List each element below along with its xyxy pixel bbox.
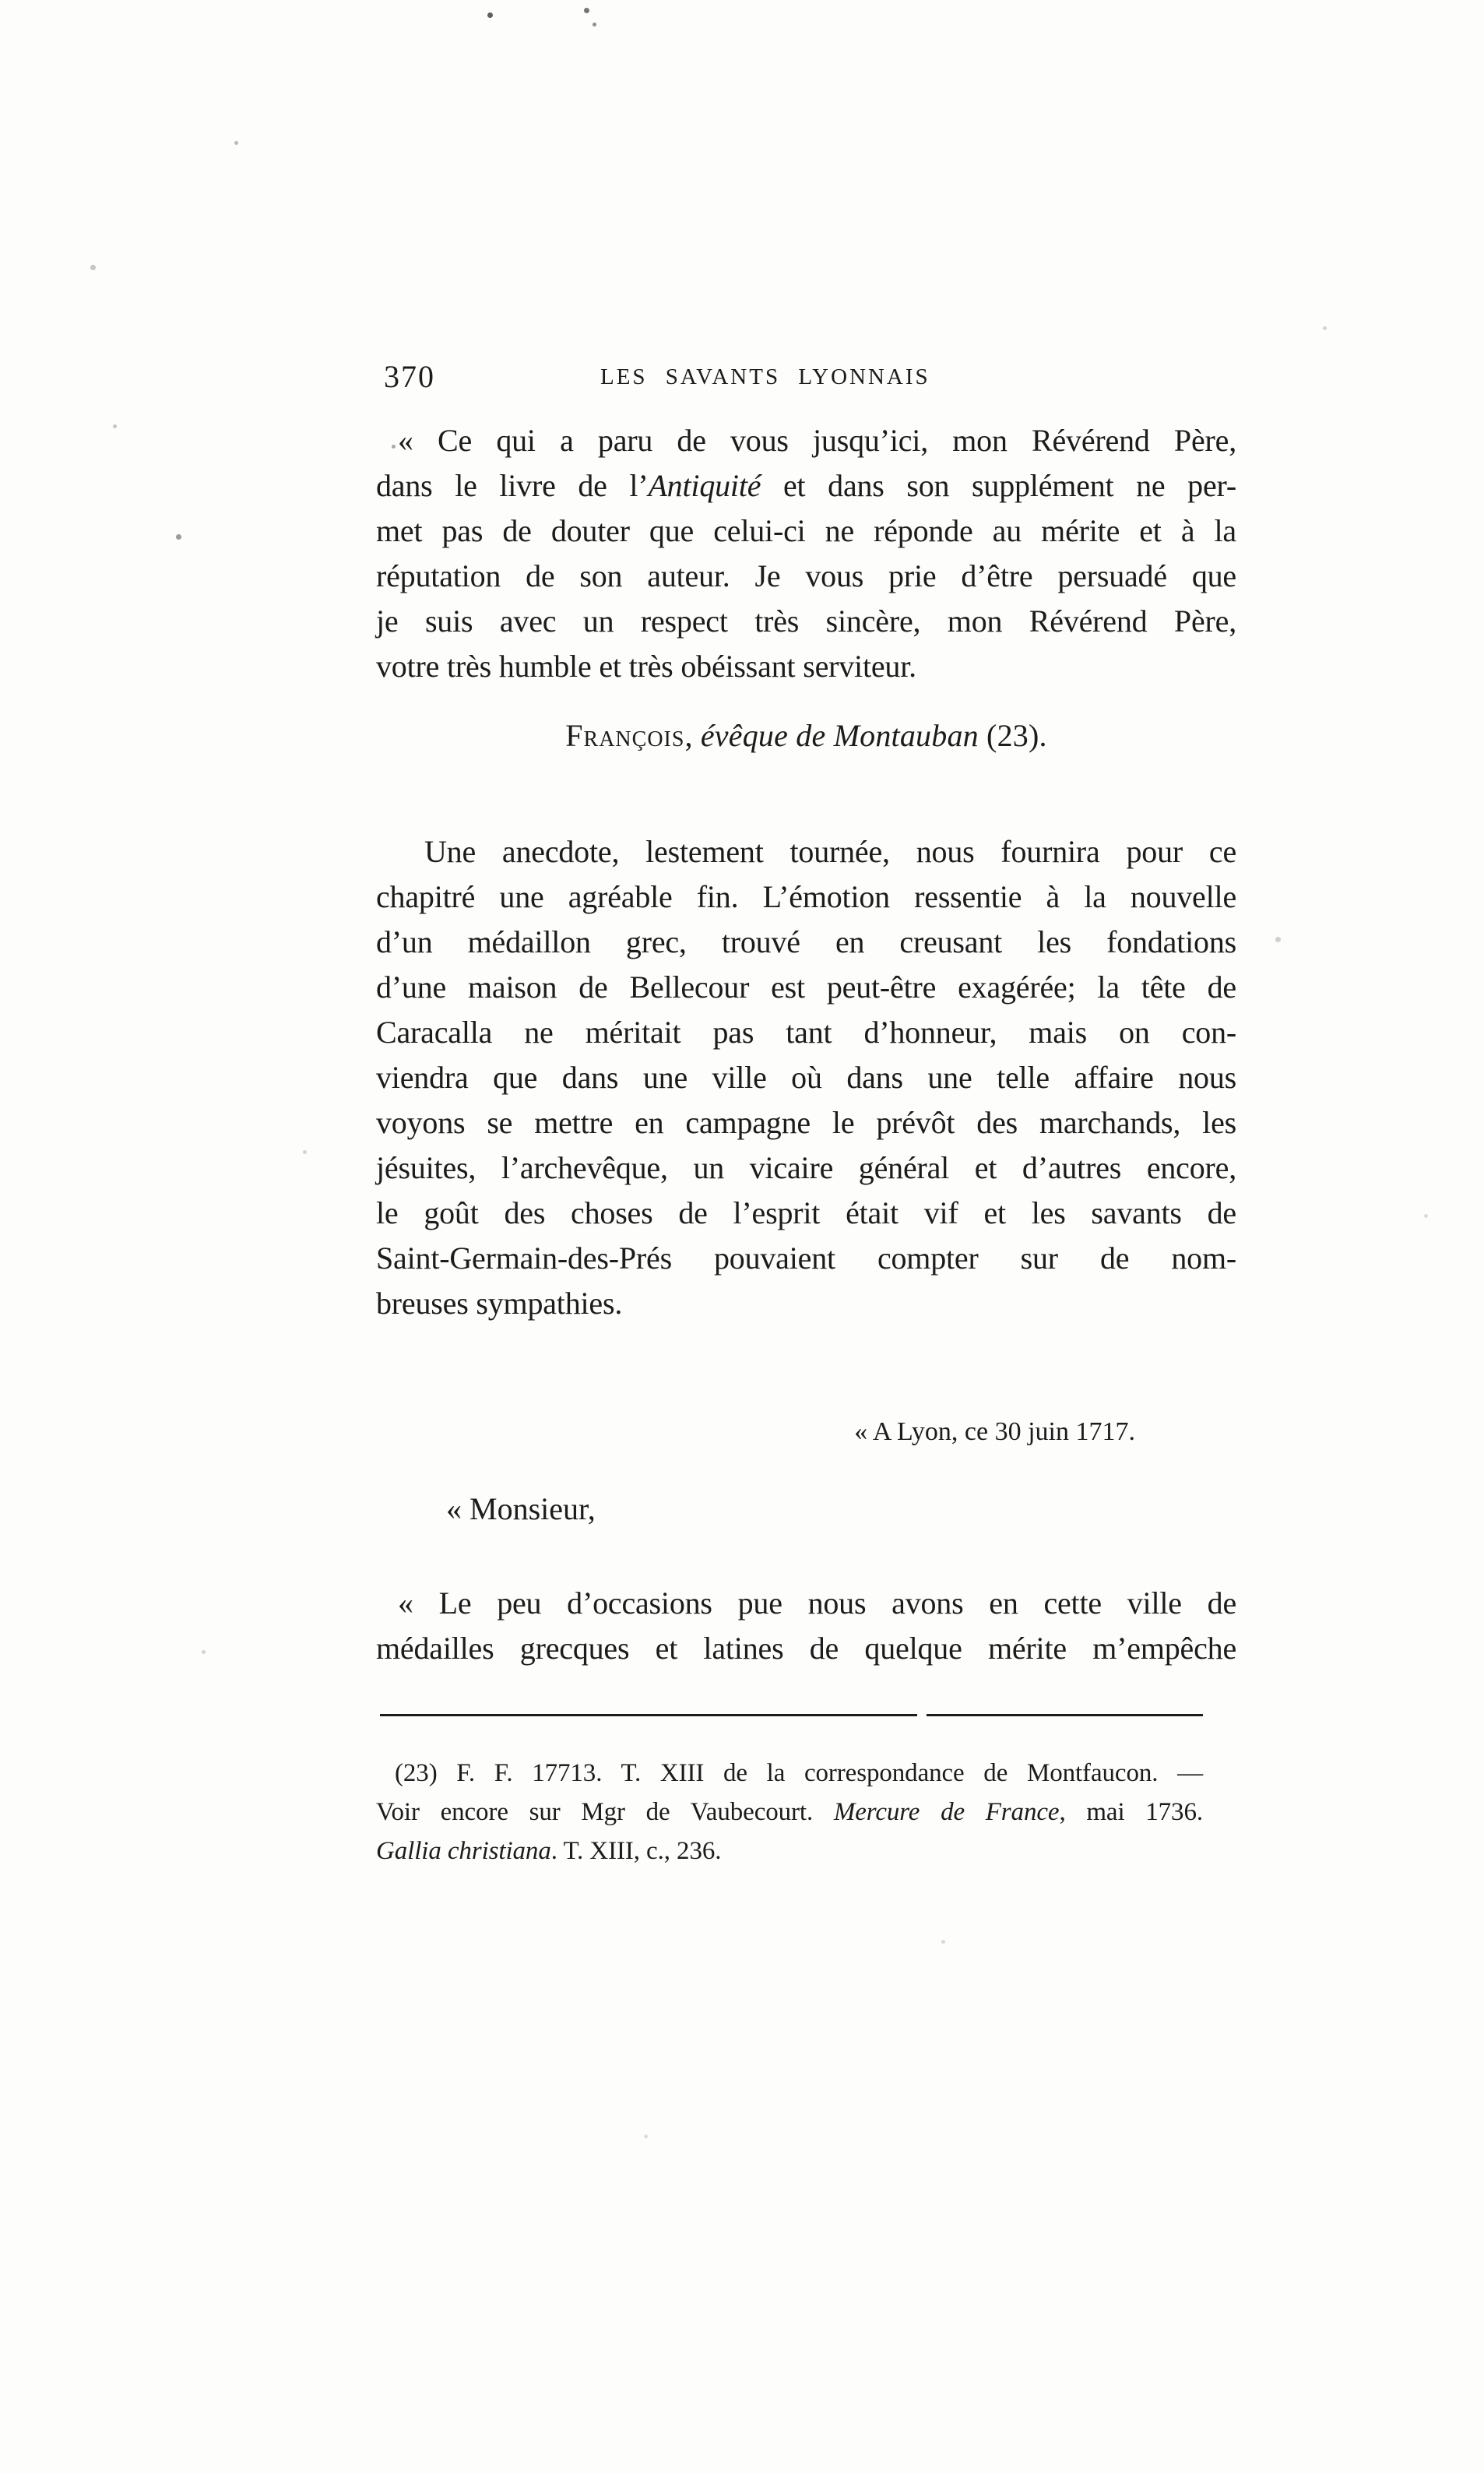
paragraph-line: viendra que dans une ville où dans une telle affaire nous <box>376 1060 1236 1095</box>
anecdote-paragraph <box>376 829 1236 1326</box>
footnote-text: . T. XIII, c., 236. <box>550 1837 722 1865</box>
page-number: 370 <box>384 359 435 394</box>
footnote-rule <box>380 1714 1203 1716</box>
footnote-text: Voir encore sur Mgr de Vaubecourt. <box>376 1798 834 1826</box>
paragraph-line: breuses sympathies. <box>376 1286 623 1321</box>
letter-line: je suis avec un respect très sincère, mon Révérend Père, <box>376 604 1236 639</box>
footnote-line <box>376 1832 1203 1870</box>
letter-line: médailles grecques et latines de quelque mérite m’empêche <box>376 1631 1236 1666</box>
signatory-title-italic: évêque de Montauban <box>700 718 979 753</box>
journal-title-italic: Mercure de France <box>833 1798 1060 1826</box>
paragraph-line: Saint-Germain-des-Prés pouvaient compter sur de nom- <box>376 1241 1236 1276</box>
page-header <box>376 358 1236 405</box>
paragraph-line: le goût des choses de l’esprit était vif et les savants de <box>376 1195 1236 1230</box>
running-title: LES SAVANTS LYONNAIS <box>600 364 930 389</box>
letter-line-text: et dans son supplément ne per- <box>761 468 1236 503</box>
paragraph-line: chapitré une agréable fin. L’émotion ressentie à la nouvelle <box>376 879 1236 914</box>
footnote-block <box>376 1754 1203 1870</box>
signature-separator: , <box>684 718 701 753</box>
letter-salutation: « Monsieur, <box>446 1491 596 1526</box>
paragraph-line: voyons se mettre en campagne le prévôt des marchands, les <box>376 1105 1236 1140</box>
footnote-line: (23) F. F. 17713. T. XIII de la correspondance de Montfaucon. — <box>395 1759 1203 1787</box>
second-letter-opening <box>376 1581 1236 1671</box>
letter-excerpt-block <box>376 418 1236 689</box>
signatory-name: François <box>565 718 685 753</box>
letter-line: « Le peu d’occasions pue nous avons en cette ville de <box>398 1585 1236 1621</box>
scan-noise <box>0 0 2 2</box>
paragraph-line: d’une maison de Bellecour est peut-être exagérée; la tête de <box>376 970 1236 1005</box>
book-title-italic: Antiquité <box>648 468 761 503</box>
work-title-italic: Gallia christiana <box>376 1837 551 1865</box>
letter-dateline: « A Lyon, ce 30 juin 1717. <box>854 1417 1135 1446</box>
letter-line: réputation de son auteur. Je vous prie d’être persuadé que <box>376 558 1236 593</box>
footnote-reference: (23). <box>978 718 1047 753</box>
letter-line: « Ce qui a paru de vous jusqu’ici, mon Révérend Père, <box>398 423 1236 458</box>
paragraph-line: jésuites, l’archevêque, un vicaire général et d’autres encore, <box>376 1150 1236 1185</box>
paragraph-line: d’un médaillon grec, trouvé en creusant les fondations <box>376 924 1236 959</box>
letter-signature <box>376 717 1236 754</box>
footnote-text: , mai 1736. <box>1059 1798 1203 1826</box>
letter-line <box>376 463 1236 509</box>
letter-line-text: dans le livre de l’ <box>376 468 649 503</box>
paragraph-line: Caracalla ne méritait pas tant d’honneur, mais on con- <box>376 1015 1236 1050</box>
letter-line: votre très humble et très obéissant serviteur. <box>376 649 916 684</box>
letter-line: met pas de douter que celui-ci ne réponde au mérite et à la <box>376 513 1236 548</box>
paragraph-line: Une anecdote, lestement tournée, nous fournira pour ce <box>424 834 1236 869</box>
footnote-line <box>376 1793 1203 1832</box>
